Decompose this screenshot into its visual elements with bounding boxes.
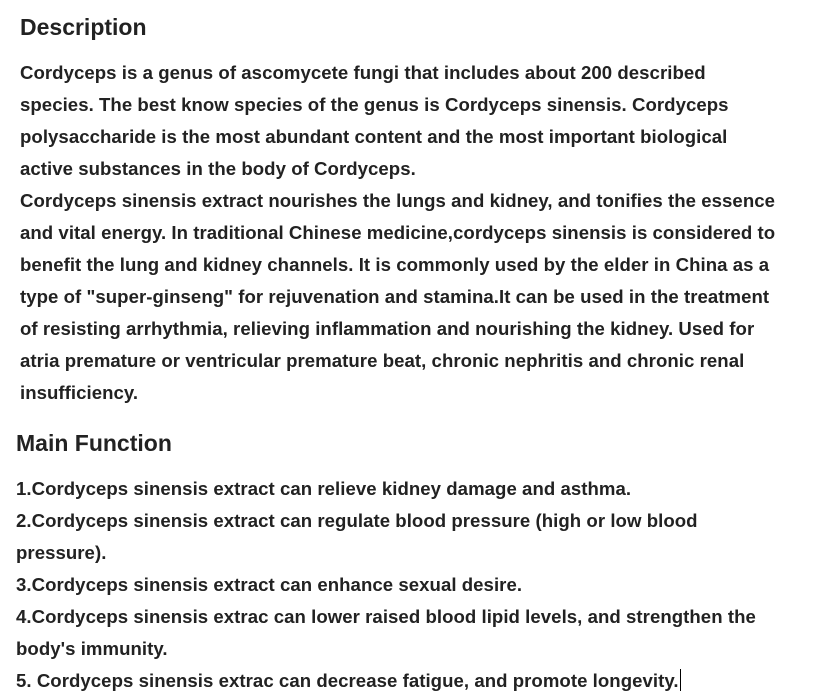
function-item-continuation: pressure). — [16, 542, 107, 563]
description-line: type of "super-ginseng" for rejuvenation and stamina.It can be used in the treatment — [20, 286, 770, 307]
description-line: and vital energy. In traditional Chinese medicine,cordyceps sinensis is considered to — [20, 222, 776, 243]
description-line: of resisting arrhythmia, relieving inflammation and nourishing the kidney. Used for — [20, 318, 755, 339]
description-line: Cordyceps is a genus of ascomycete fungi that includes about 200 described — [20, 62, 706, 83]
description-line: atria premature or ventricular premature beat, chronic nephritis and chronic renal — [20, 350, 745, 371]
description-line: insufficiency. — [20, 382, 139, 403]
description-line: active substances in the body of Cordyceps. — [20, 158, 416, 179]
text-cursor — [680, 669, 681, 691]
description-line: species. The best know species of the genus is Cordyceps sinensis. Cordyceps — [20, 94, 729, 115]
description-heading: Description — [20, 14, 147, 40]
description-line: benefit the lung and kidney channels. It is commonly used by the elder in China as a — [20, 254, 770, 275]
function-item: 2.Cordyceps sinensis extract can regulate blood pressure (high or low blood — [16, 510, 698, 531]
description-line: polysaccharide is the most abundant content and the most important biological — [20, 126, 728, 147]
function-item: 4.Cordyceps sinensis extrac can lower raised blood lipid levels, and strengthen the — [16, 606, 756, 627]
function-item-continuation: body's immunity. — [16, 638, 168, 659]
main-function-heading: Main Function — [16, 430, 172, 456]
description-line: Cordyceps sinensis extract nourishes the lungs and kidney, and tonifies the essence — [20, 190, 776, 211]
function-item: 1.Cordyceps sinensis extract can relieve kidney damage and asthma. — [16, 478, 632, 499]
function-item: 3.Cordyceps sinensis extract can enhance sexual desire. — [16, 574, 523, 595]
function-item-last — [16, 669, 681, 693]
function-item-text: 5. Cordyceps sinensis extrac can decrease fatigue, and promote longevity. — [16, 670, 679, 691]
